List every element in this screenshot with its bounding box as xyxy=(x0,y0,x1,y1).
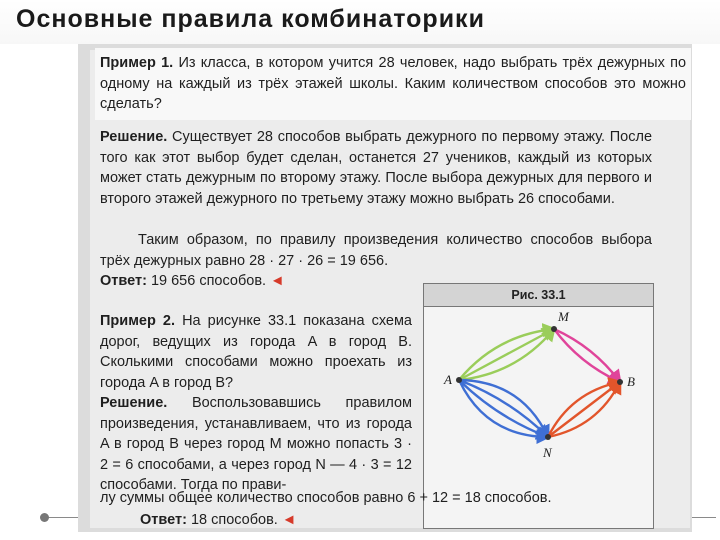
decorative-line-right xyxy=(692,517,716,518)
road-m-to-b-1 xyxy=(554,329,620,382)
example2-problem-text: На рисунке 33.1 показана схема дорог, ведущих из города A в город B. Сколькими способами можно проехать из города A в город B? xyxy=(100,313,412,391)
road-a-to-m-2 xyxy=(459,329,554,380)
city-m-label: M xyxy=(558,309,569,324)
answer-marker-icon: ◄ xyxy=(281,512,297,528)
example2-solution-label: Решение. xyxy=(100,395,168,411)
example1-conclusion-text: Таким образом, по правилу произведения количество способов выбора трёх дежурных равно 28 · 27 · 26 = 19 656. xyxy=(100,232,652,269)
example1-answer-label: Ответ: xyxy=(100,273,147,289)
example1-label: Пример 1. xyxy=(100,55,174,71)
city-b-dot xyxy=(617,379,623,385)
city-m-dot xyxy=(551,326,557,332)
example1-solution xyxy=(100,127,652,209)
decorative-line-left xyxy=(48,517,78,518)
example2-solution-text: Воспользовавшись правилом произведения, устанавливаем, что из города A в город B через город M можно попасть 3 · 2 = 6 способами, а через город N — 4 · 3 = 12 способами. Тогда по прави- xyxy=(100,395,412,493)
city-n-dot xyxy=(545,434,551,440)
answer-marker-icon: ◄ xyxy=(270,273,285,289)
example2-solution xyxy=(100,393,412,496)
example1-problem-text: Из класса, в котором учится 28 человек, надо выбрать трёх дежурных по одному на каждый из трёх этажей школы. Каким количеством способов это можно сделать? xyxy=(100,55,687,112)
example2-solution-tail: лу суммы общее количество способов равно 6 + 12 = 18 способов. xyxy=(100,490,552,506)
city-n-label: N xyxy=(543,445,552,460)
city-a-dot xyxy=(456,377,462,383)
road-m-to-b-2 xyxy=(554,329,620,382)
figure-caption: Рис. 33.1 xyxy=(424,284,653,307)
city-b-label: B xyxy=(627,374,635,389)
decorative-dot-left xyxy=(40,513,49,522)
example1-solution-label: Решение. xyxy=(100,129,168,145)
example2-label: Пример 2. xyxy=(100,313,175,329)
example2-answer-label: Ответ: xyxy=(140,512,187,528)
example1-problem xyxy=(100,53,686,115)
example2-answer: 18 способов. xyxy=(190,512,278,528)
example2-problem xyxy=(100,311,412,393)
example1-answer: 19 656 способов. xyxy=(150,273,267,289)
example2-answer-line xyxy=(140,510,440,531)
road-n-to-b-2 xyxy=(548,382,620,437)
example1-solution-text: Существует 28 способов выбрать дежурного по первому этажу. После того как этот выбор будет сделан, останется 27 учеников, каждый из которых может стать дежурным по второму этажу. После выбора дежурных для первого и второго этажей дежурного по третьему этажу можно выбрать 26 способами. xyxy=(100,129,653,207)
road-routes xyxy=(459,329,620,437)
city-a-label: A xyxy=(444,372,452,387)
slide-title: Основные правила комбинаторики xyxy=(16,5,485,33)
